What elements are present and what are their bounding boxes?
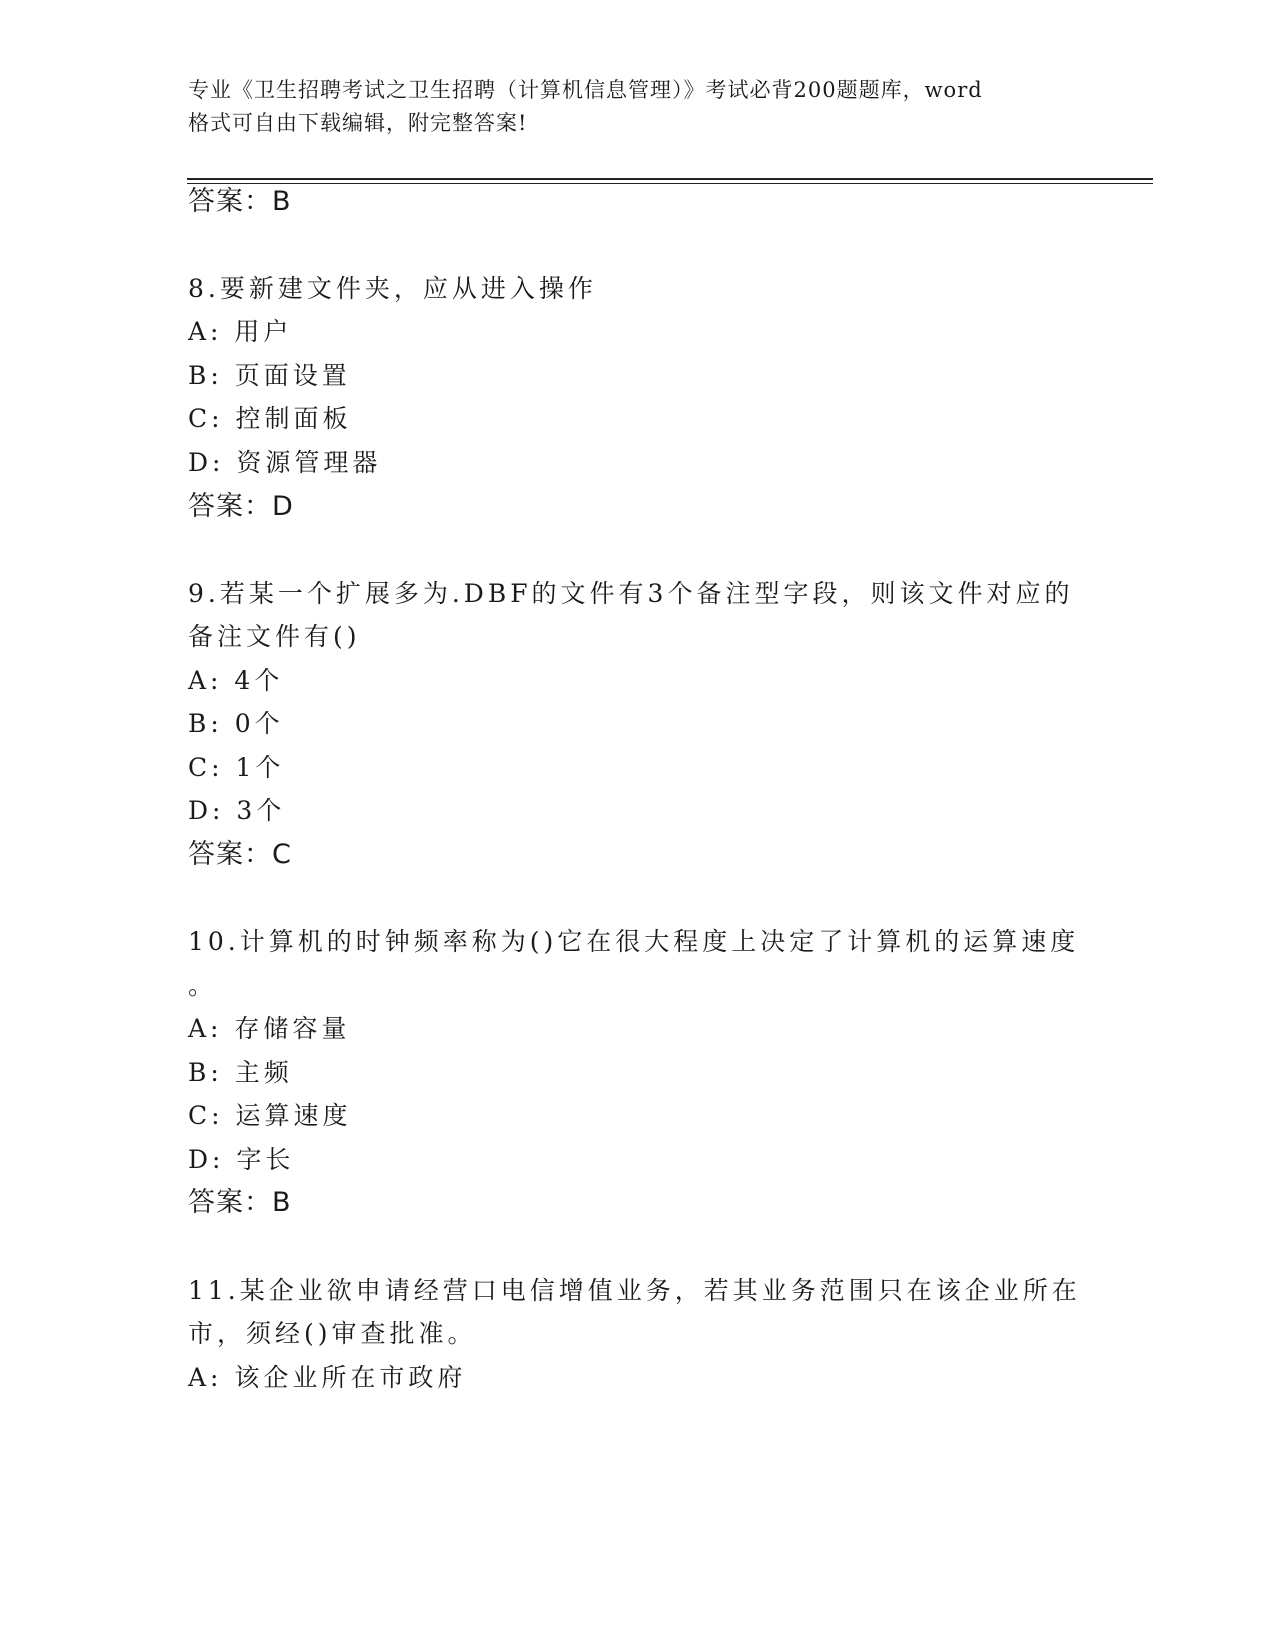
question-11-option-a: A: 该企业所在市政府 (188, 1363, 467, 1392)
question-10-option-b: B: 主频 (188, 1058, 293, 1087)
question-10-stem-line-1: 10.计算机的时钟频率称为()它在很大程度上决定了计算机的运算速度 (188, 927, 1080, 956)
question-10-option-d: D: 字长 (188, 1145, 295, 1174)
question-8-option-b: B: 页面设置 (188, 361, 351, 390)
question-9-stem-line-2: 备注文件有() (188, 622, 361, 651)
header-divider-thin (187, 183, 1153, 184)
question-11-stem-line-1: 11.某企业欲申请经营口电信增值业务，若其业务范围只在该企业所在 (188, 1276, 1081, 1305)
header-line-1: 专业《卫生招聘考试之卫生招聘（计算机信息管理）》考试必背200题题库，word (188, 78, 983, 102)
question-8-stem: 8.要新建文件夹，应从进入操作 (188, 274, 597, 303)
question-9-option-c: C: 1个 (188, 753, 285, 782)
question-8-option-d: D: 资源管理器 (188, 448, 382, 477)
question-11-stem-line-2: 市，须经()审查批准。 (188, 1319, 477, 1348)
question-9-answer: 答案：C (188, 839, 292, 870)
question-9-option-d: D: 3个 (188, 796, 286, 825)
question-10-option-a: A: 存储容量 (188, 1014, 351, 1043)
question-8-option-c: C: 控制面板 (188, 404, 352, 433)
header-divider-thick (187, 178, 1153, 180)
question-9-stem-line-1: 9.若某一个扩展多为.DBF的文件有3个备注型字段，则该文件对应的 (188, 579, 1074, 608)
document-header (188, 74, 1088, 140)
question-8-option-a: A: 用户 (188, 317, 293, 346)
question-10-stem-line-2: 。 (188, 971, 218, 1000)
question-10-option-c: C: 运算速度 (188, 1101, 352, 1130)
question-9-option-b: B: 0个 (188, 709, 284, 738)
answer-previous: 答案：B (188, 186, 292, 217)
question-10-answer: 答案：B (188, 1187, 292, 1218)
question-9-option-a: A: 4个 (188, 666, 284, 695)
question-8-answer: 答案：D (188, 491, 294, 522)
header-line-2: 格式可自由下载编辑，附完整答案! (188, 111, 528, 135)
